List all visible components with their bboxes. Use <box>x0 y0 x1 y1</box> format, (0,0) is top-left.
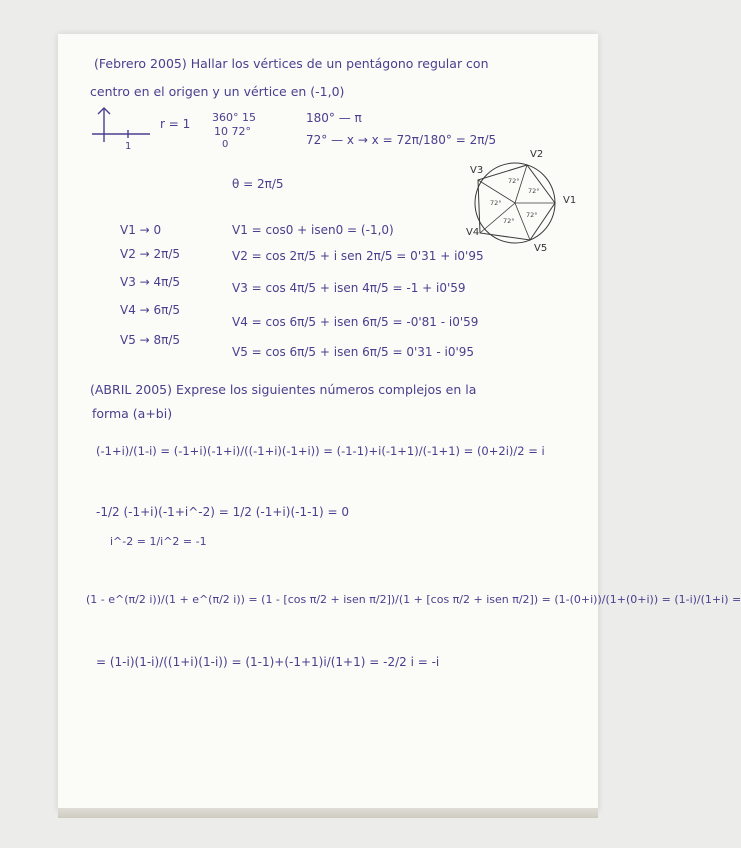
vertex-v2: V2 = cos 2π/5 + i sen 2π/5 = 0'31 + i0'95 <box>232 249 484 263</box>
pentagon-angle: 72° <box>503 217 515 225</box>
pentagon-angle: 72° <box>490 199 502 207</box>
equation-2: -1/2 (-1+i)(-1+i^-2) = 1/2 (-1+i)(-1-1) = 0 <box>96 505 350 519</box>
equation-3: (1 - e^(π/2 i))/(1 + e^(π/2 i)) = (1 - [cos π/2 + isen π/2])/(1 + [cos π/2 + isen π/2]) = (1-(0+i))/(1+(0+i)) = (1-i)/(1+i) = <box>86 593 741 606</box>
vertex-v5: V5 = cos 6π/5 + isen 6π/5 = 0'31 - i0'95 <box>232 345 475 359</box>
angle-v3: V3 → 4π/5 <box>120 275 181 289</box>
angle-v1: V1 → 0 <box>120 223 162 237</box>
problem2-heading-line1: (ABRIL 2005) Exprese los siguientes números complejos en la <box>90 382 477 397</box>
pentagon-label-v1: V1 <box>563 195 577 206</box>
pentagon-angle: 72° <box>526 211 538 219</box>
division-top: 360° 15 <box>212 111 256 124</box>
pentagon-label-v2: V2 <box>530 149 544 160</box>
theta-value: θ = 2π/5 <box>232 177 284 191</box>
equation-1: (-1+i)/(1-i) = (-1+i)(-1+i)/((-1+i)(-1+i)) = (-1-1)+i(-1+1)/(-1+1) = (0+2i)/2 = i <box>96 444 545 458</box>
division-mid: 10 72° <box>214 125 251 138</box>
rule-line1: 180° — π <box>306 111 362 125</box>
equation-2-note: i^-2 = 1/i^2 = -1 <box>110 535 207 548</box>
pentagon-label-v4: V4 <box>466 227 480 238</box>
angle-v2: V2 → 2π/5 <box>120 247 181 261</box>
problem2-heading-line2: forma (a+bi) <box>92 406 173 421</box>
problem1-heading-line1: (Febrero 2005) Hallar los vértices de un pentágono regular con <box>94 56 489 71</box>
pentagon-label-v5: V5 <box>534 243 548 254</box>
vertex-v3: V3 = cos 4π/5 + isen 4π/5 = -1 + i0'59 <box>232 281 466 295</box>
pentagon-label-v3: V3 <box>470 165 484 176</box>
rule-line2: 72° — x → x = 72π/180° = 2π/5 <box>306 133 497 147</box>
vertex-v1: V1 = cos0 + isen0 = (-1,0) <box>232 223 394 237</box>
vertex-v4: V4 = cos 6π/5 + isen 6π/5 = -0'81 - i0'59 <box>232 315 479 329</box>
problem1-heading-line2: centro en el origen y un vértice en (-1,0) <box>90 84 345 99</box>
division-remainder: 0 <box>222 139 229 150</box>
angle-v4: V4 → 6π/5 <box>120 303 181 317</box>
axis-tick-label: 1 <box>125 141 132 152</box>
pentagon-angle: 72° <box>528 187 540 195</box>
equation-4: = (1-i)(1-i)/((1+i)(1-i)) = (1-1)+(-1+1)i/(1+1) = -2/2 i = -i <box>96 655 440 669</box>
angle-v5: V5 → 8π/5 <box>120 333 181 347</box>
radius-label: r = 1 <box>160 117 191 131</box>
pentagon-angle: 72° <box>508 177 520 185</box>
